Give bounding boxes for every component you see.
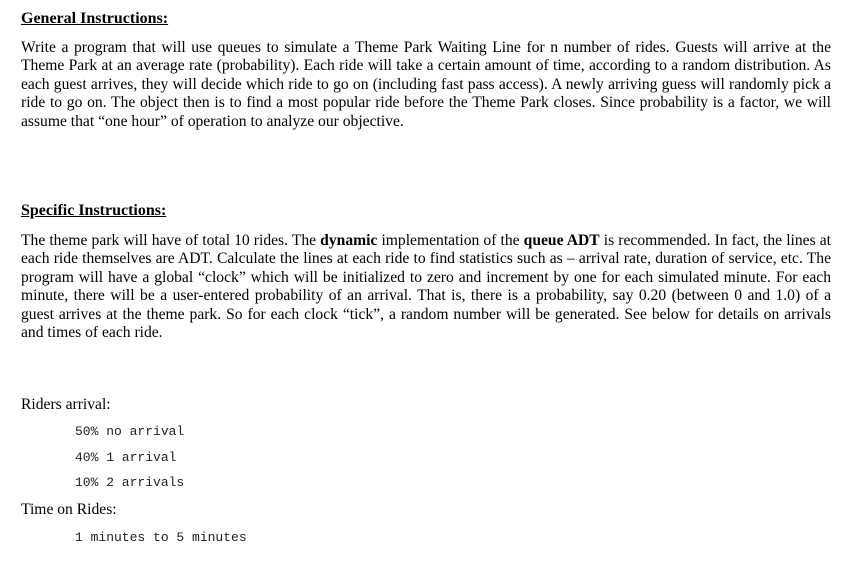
specific-text-part3: is recommended. In fact, the lines at each ride themselves are ADT. Calculate the lines at each ride to find statistics such as – arrival rate, duration of service, etc. The program will have a global “clock” which will be initialized to zero and increment by one for each simulated minute. For each minute, there will be a user-entered probability of an arrival. That is, there is a probability, say 0.20 (between 0 and 1.0) of a guest arrives at the theme park. So for each clock “tick”, a random number will be generated. See below for details on arrivals and times of each ride. xyxy=(21,232,831,342)
specific-bold-queue-adt: queue ADT xyxy=(523,232,600,249)
specific-text-part2: implementation of the xyxy=(377,232,524,249)
specific-instructions-heading: Specific Instructions: xyxy=(21,202,167,219)
arrival-item: 10% 2 arrivals xyxy=(75,475,185,490)
arrival-item: 50% no arrival xyxy=(75,424,185,439)
time-on-rides-value: 1 minutes to 5 minutes xyxy=(75,530,247,545)
specific-bold-dynamic: dynamic xyxy=(320,232,378,249)
arrival-item: 40% 1 arrival xyxy=(75,450,177,465)
riders-arrival-label: Riders arrival: xyxy=(21,396,111,413)
time-on-rides-label: Time on Rides: xyxy=(21,501,117,518)
general-instructions-heading: General Instructions: xyxy=(21,10,169,27)
specific-instructions-paragraph xyxy=(21,232,831,342)
general-instructions-paragraph: Write a program that will use queues to simulate a Theme Park Waiting Line for n number of rides. Guests will arrive at the Theme Park at an average rate (probability). Each ride will take a certain amount of time, according to a random distribution. As each guest arrives, they will decide which ride to go on (including fast pass access). A newly arriving guess will randomly pick a ride to go on. The object then is to find a most popular ride before the Theme Park closes. Since probability is a factor, we will assume that “one hour” of operation to analyze our objective. xyxy=(21,39,831,130)
specific-text-part1: The theme park will have of total 10 rides. The xyxy=(21,232,321,249)
